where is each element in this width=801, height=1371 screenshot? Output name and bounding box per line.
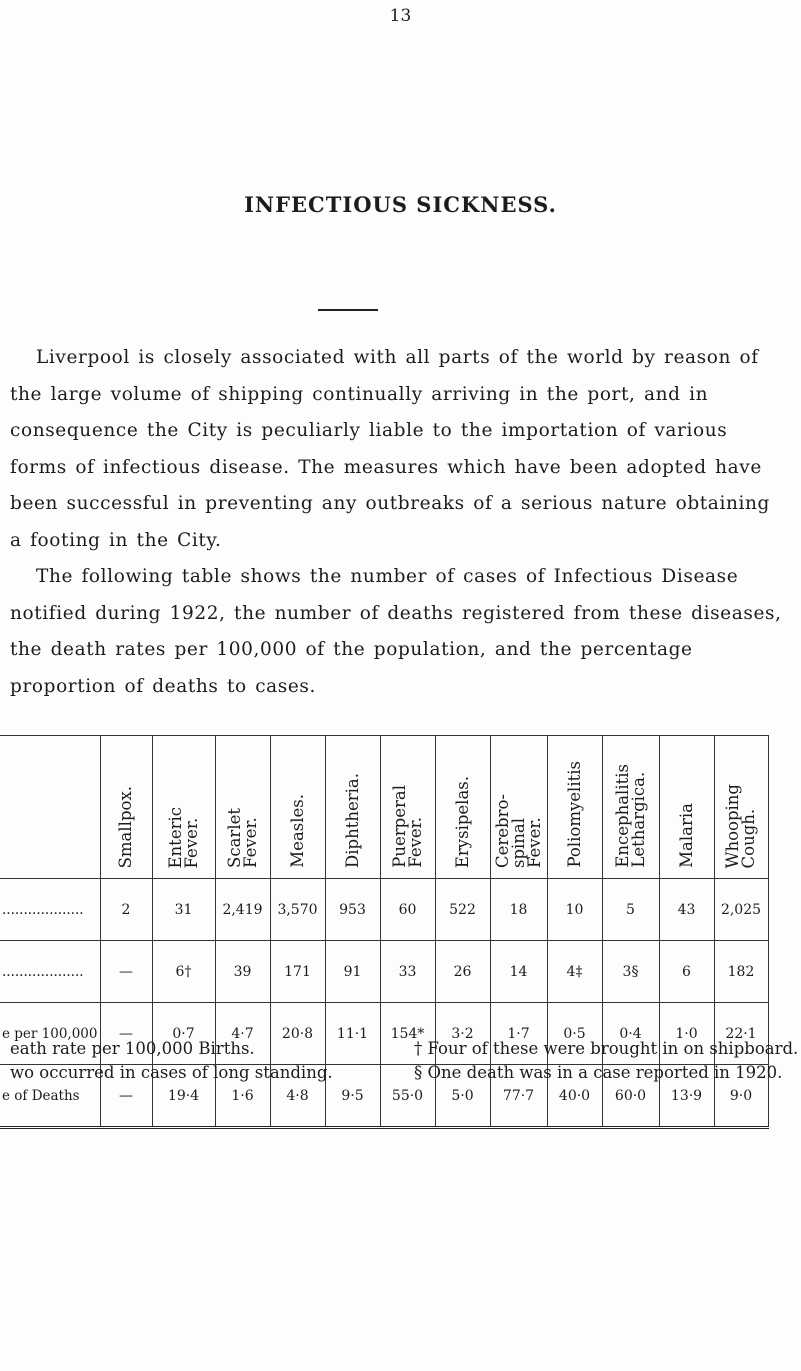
table-cell: 10 — [547, 879, 602, 941]
table-cell: 154* — [380, 1003, 435, 1065]
table-cell: — — [100, 941, 152, 1003]
column-header — [100, 736, 152, 879]
table-description-paragraph — [10, 559, 790, 705]
table-cell: 9·0 — [714, 1065, 768, 1128]
column-header — [380, 736, 435, 879]
column-header — [215, 736, 270, 879]
page-title: INFECTIOUS SICKNESS. — [244, 192, 557, 217]
table-cell: 4·8 — [270, 1065, 325, 1128]
column-header — [152, 736, 215, 879]
table-cell: 1·0 — [659, 1003, 714, 1065]
row-label: ................... — [0, 941, 100, 1003]
page-number: 13 — [389, 6, 412, 26]
footnote: eath rate per 100,000 Births. — [10, 1039, 255, 1058]
table-cell: 9·5 — [325, 1065, 380, 1128]
title-rule — [318, 309, 378, 311]
table-cell: 91 — [325, 941, 380, 1003]
table-cell: 182 — [714, 941, 768, 1003]
table-cell: 19·4 — [152, 1065, 215, 1128]
row-label: e per 100,000 — [0, 1003, 100, 1065]
paragraph-text: The following table shows the number of cases of Infectious Disease notified during 1922, the number of deaths registered from these diseases, the death rates per 100,000 of the population, and the percentage proportion of deaths to cases. — [10, 566, 782, 697]
table-cell: 6 — [659, 941, 714, 1003]
table-cell: 1·6 — [215, 1065, 270, 1128]
table-cell: 60 — [380, 879, 435, 941]
column-header — [714, 736, 768, 879]
column-header-label: Smallpox. — [116, 785, 135, 868]
column-header-label: Enteric Fever. — [165, 806, 201, 868]
row-label: e of Deaths — [0, 1065, 100, 1128]
table-cell: 5·0 — [435, 1065, 490, 1128]
table-cell: 2 — [100, 879, 152, 941]
column-header-label: Puerperal Fever. — [389, 785, 425, 868]
table-cell: 4·7 — [215, 1003, 270, 1065]
table-cell: 18 — [490, 879, 547, 941]
column-header — [547, 736, 602, 879]
table-cell: 953 — [325, 879, 380, 941]
column-header-label: Malaria — [676, 803, 696, 868]
table-cell: 0·4 — [602, 1003, 659, 1065]
table-cell: 43 — [659, 879, 714, 941]
intro-paragraph — [10, 340, 790, 559]
column-header-label: Scarlet Fever. — [224, 808, 260, 868]
paragraph-text: Liverpool is closely associated with all parts of the world by reason of the large volume of shipping continually arriving in the port, and in consequence the City is peculiarly liable to the importation of various forms of infectious disease. The measures which have been adopted have been successful in preventing any outbreaks of a serious nature obtaining a footing in the City. — [10, 347, 770, 551]
row-label-header — [0, 736, 100, 879]
table-cell: 522 — [435, 879, 490, 941]
table-cell: 6† — [152, 941, 215, 1003]
table-cell: 3,570 — [270, 879, 325, 941]
row-label: ................... — [0, 879, 100, 941]
column-header-label: Whooping Cough. — [723, 783, 758, 868]
table-cell: 14 — [490, 941, 547, 1003]
column-header-label: Diphtheria. — [342, 773, 362, 868]
table-cell: 4‡ — [547, 941, 602, 1003]
table-cell: 60·0 — [602, 1065, 659, 1128]
table-row — [0, 879, 768, 941]
table-cell: 33 — [380, 941, 435, 1003]
column-header-label: Cerebro-spinal Fever. — [492, 793, 544, 868]
column-header-label: Erysipelas. — [452, 775, 472, 868]
table-cell: 11·1 — [325, 1003, 380, 1065]
footnotes-right — [414, 1037, 801, 1085]
table-cell: 40·0 — [547, 1065, 602, 1128]
column-header — [435, 736, 490, 879]
table-cell: 39 — [215, 941, 270, 1003]
table-row — [0, 941, 768, 1003]
table-cell: 3·2 — [435, 1003, 490, 1065]
footnotes-left — [10, 1037, 390, 1085]
table-cell: 5 — [602, 879, 659, 941]
table-cell: 0·7 — [152, 1003, 215, 1065]
column-header-label: Poliomyelitis — [564, 761, 584, 868]
footnote: † Four of these were brought in on shipboard. — [414, 1039, 799, 1058]
column-header-label: Measles. — [287, 794, 307, 868]
table-cell: — — [100, 1065, 152, 1128]
table-cell: 171 — [270, 941, 325, 1003]
table-cell: 2,025 — [714, 879, 768, 941]
table-cell: 13·9 — [659, 1065, 714, 1128]
header-row — [0, 736, 768, 879]
table-cell: 2,419 — [215, 879, 270, 941]
footnote: § One death was in a case reported in 1920. — [414, 1063, 783, 1082]
table-cell: 0·5 — [547, 1003, 602, 1065]
table-cell: 3§ — [602, 941, 659, 1003]
table-cell: 31 — [152, 879, 215, 941]
column-header-label: Encephalitis Lethargica. — [612, 764, 648, 868]
footnote: wo occurred in cases of long standing. — [10, 1063, 333, 1082]
column-header — [325, 736, 380, 879]
table-cell: 22·1 — [714, 1003, 768, 1065]
table-cell: — — [100, 1003, 152, 1065]
table-cell: 55·0 — [380, 1065, 435, 1128]
table-cell: 20·8 — [270, 1003, 325, 1065]
table-cell: 1·7 — [490, 1003, 547, 1065]
column-header — [602, 736, 659, 879]
table-cell: 26 — [435, 941, 490, 1003]
column-header — [659, 736, 714, 879]
table-cell: 77·7 — [490, 1065, 547, 1128]
column-header — [270, 736, 325, 879]
column-header — [490, 736, 547, 879]
